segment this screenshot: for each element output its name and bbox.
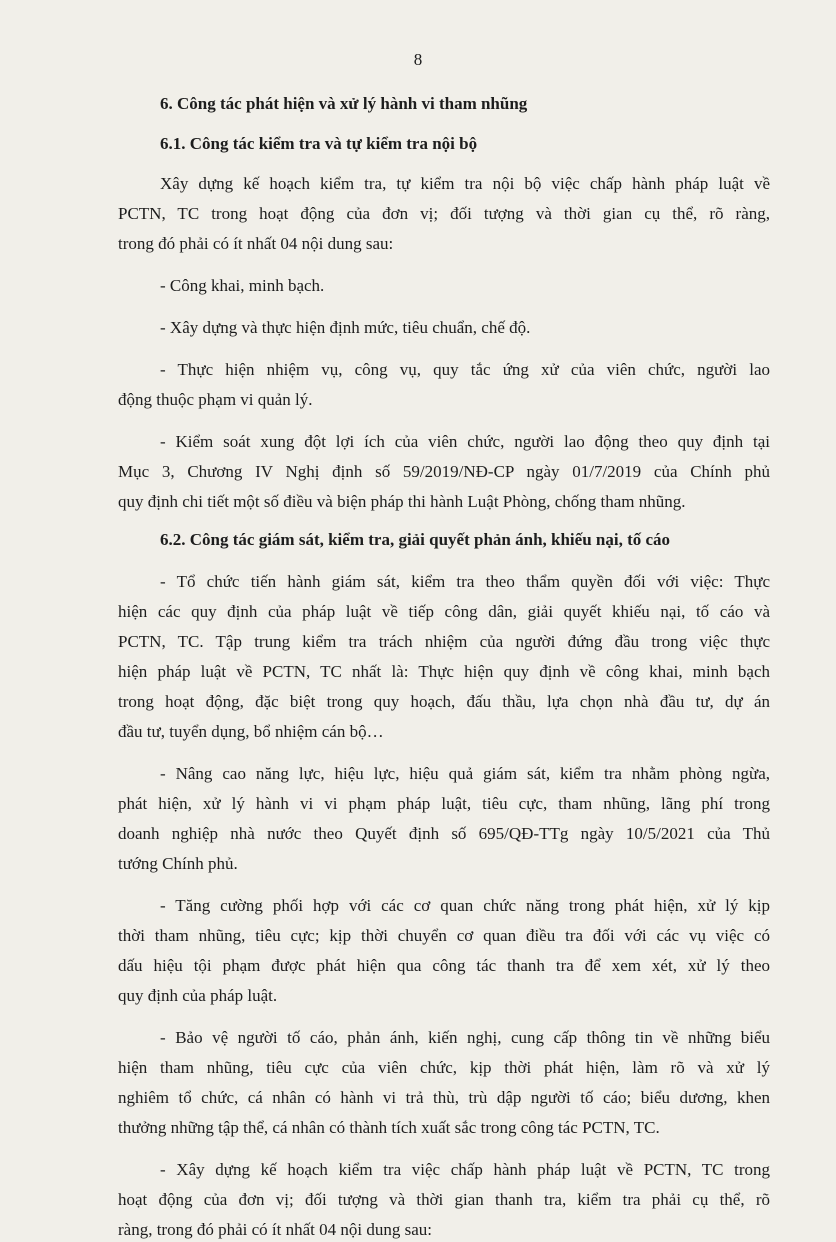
text-line: doanh nghiệp nhà nước theo Quyết định số 695/QĐ-TTg ngày 10/5/2021 của Thủ [118, 824, 770, 843]
text-line: hiện tham nhũng, tiêu cực của viên chức, kịp thời phát hiện, làm rõ và xử lý [118, 1058, 770, 1077]
section-6-1-title: 6.1. Công tác kiểm tra và tự kiểm tra nội bộ [160, 134, 478, 153]
text-line: phát hiện, xử lý hành vi vi phạm pháp luật, tiêu cực, tham nhũng, lãng phí trong [118, 794, 770, 813]
text-line: quy định chi tiết một số điều và biện pháp thi hành Luật Phòng, chống tham nhũng. [118, 492, 686, 511]
text-line: trong đó phải có ít nhất 04 nội dung sau: [118, 234, 394, 253]
text-line: - Xây dựng kế hoạch kiểm tra việc chấp hành pháp luật về PCTN, TC trong [160, 1160, 770, 1179]
text-line: ràng, trong đó phải có ít nhất 04 nội dung sau: [118, 1220, 432, 1239]
text-line: hiện pháp luật về PCTN, TC nhất là: Thực hiện quy định về công khai, minh bạch [118, 662, 770, 681]
section-6-title: 6. Công tác phát hiện và xử lý hành vi tham nhũng [160, 94, 528, 113]
text-line: - Kiểm soát xung đột lợi ích của viên chức, người lao động theo quy định tại [160, 432, 770, 451]
text-line: - Thực hiện nhiệm vụ, công vụ, quy tắc ứng xử của viên chức, người lao [160, 360, 770, 379]
text-line: thời tham nhũng, tiêu cực; kịp thời chuyển cơ quan điều tra đối với các vụ việc có [118, 926, 770, 945]
text-line: - Công khai, minh bạch. [160, 276, 325, 295]
text-line: - Tăng cường phối hợp với các cơ quan chức năng trong phát hiện, xử lý kịp [160, 896, 770, 915]
text-line: hoạt động của đơn vị; đối tượng và thời gian thanh tra, kiểm tra phải cụ thể, rõ [118, 1190, 770, 1209]
text-line: quy định của pháp luật. [118, 986, 278, 1005]
text-line: trong hoạt động, đặc biệt trong quy hoạch, đấu thầu, lựa chọn nhà đầu tư, dự án [118, 692, 770, 711]
text-line: tướng Chính phủ. [118, 854, 238, 873]
text-line: - Nâng cao năng lực, hiệu lực, hiệu quả giám sát, kiểm tra nhằm phòng ngừa, [160, 764, 770, 783]
section-6-2-title: 6.2. Công tác giám sát, kiểm tra, giải quyết phản ánh, khiếu nại, tố cáo [160, 530, 671, 549]
text-line: Mục 3, Chương IV Nghị định số 59/2019/NĐ-CP ngày 01/7/2019 của Chính phủ [118, 462, 770, 481]
text-line: động thuộc phạm vi quản lý. [118, 390, 313, 409]
text-line: đầu tư, tuyển dụng, bổ nhiệm cán bộ… [118, 722, 384, 741]
text-line: - Xây dựng và thực hiện định mức, tiêu chuẩn, chế độ. [160, 318, 531, 337]
text-line: dấu hiệu tội phạm được phát hiện qua công tác thanh tra để xem xét, xử lý theo [118, 956, 770, 975]
page-number: 8 [413, 50, 423, 69]
text-line: - Tổ chức tiến hành giám sát, kiểm tra theo thẩm quyền đối với việc: Thực [160, 572, 770, 591]
text-line: Xây dựng kế hoạch kiểm tra, tự kiểm tra nội bộ việc chấp hành pháp luật về [160, 174, 770, 193]
text-line: hiện các quy định của pháp luật về tiếp công dân, giải quyết khiếu nại, tố cáo và [118, 602, 770, 621]
text-line: PCTN, TC. Tập trung kiểm tra trách nhiệm của người đứng đầu trong việc thực [118, 632, 770, 651]
text-line: PCTN, TC trong hoạt động của đơn vị; đối tượng và thời gian cụ thể, rõ ràng, [118, 204, 770, 223]
text-line: nghiêm tổ chức, cá nhân có hành vi trả thù, trù dập người tố cáo; biểu dương, khen [118, 1088, 770, 1107]
text-line: thưởng những tập thể, cá nhân có thành tích xuất sắc trong công tác PCTN, TC. [118, 1118, 660, 1137]
text-line: - Bảo vệ người tố cáo, phản ánh, kiến nghị, cung cấp thông tin về những biểu [160, 1028, 770, 1047]
